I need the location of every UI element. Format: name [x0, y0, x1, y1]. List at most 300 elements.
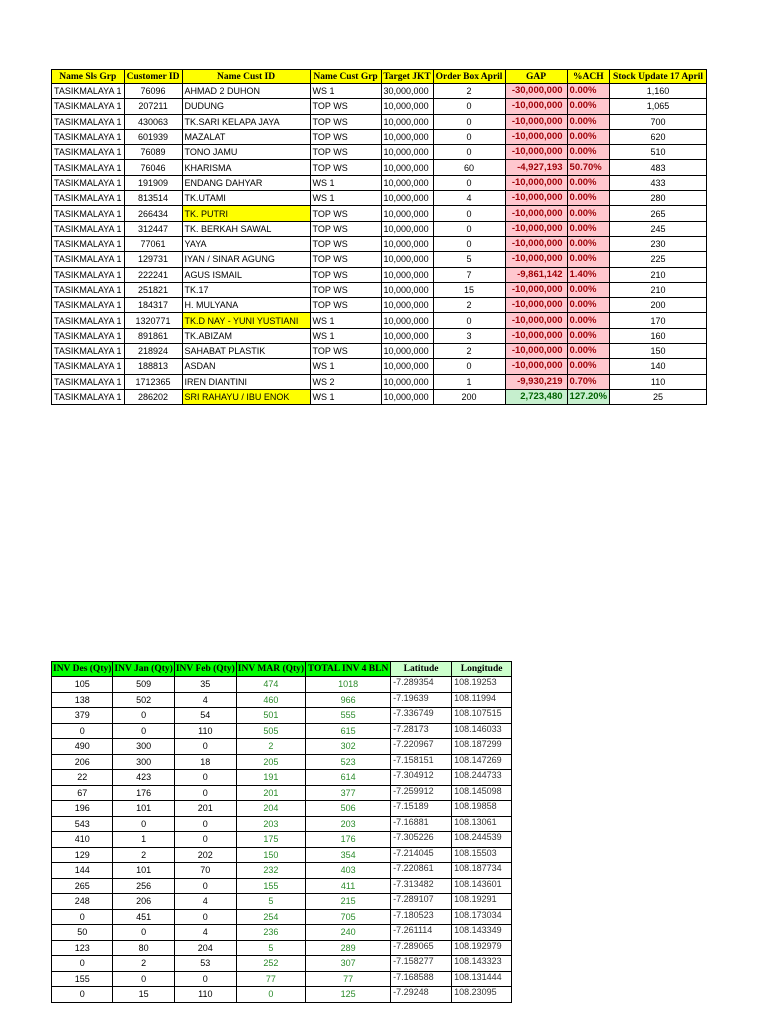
cell-inv-jan[interactable]: 423 — [113, 770, 174, 786]
cell-inv-feb[interactable]: 0 — [174, 878, 236, 894]
header-gap[interactable]: GAP — [505, 70, 567, 84]
cell-cust-name[interactable]: H. MULYANA — [182, 298, 310, 313]
cell-stock[interactable]: 620 — [610, 129, 707, 144]
cell-target[interactable]: 30,000,000 — [381, 84, 433, 99]
cell-order-box[interactable]: 4 — [433, 191, 505, 206]
cell-sls-grp[interactable]: TASIKMALAYA 1 — [52, 221, 125, 236]
cell-inv-des[interactable]: 0 — [52, 723, 113, 739]
cell-stock[interactable]: 265 — [610, 206, 707, 221]
cell-inv-jan[interactable]: 101 — [113, 801, 174, 817]
cell-customer-id[interactable]: 286202 — [124, 389, 182, 404]
cell-longitude[interactable]: 108.147269 — [452, 754, 512, 770]
cell-cust-name[interactable]: SRI RAHAYU / IBU ENOK — [182, 389, 310, 404]
cell-latitude[interactable]: -7.289107 — [391, 894, 452, 910]
header-name-cust-grp[interactable]: Name Cust Grp — [310, 70, 381, 84]
cell-gap[interactable]: -10,000,000 — [505, 99, 567, 114]
cell-inv-jan[interactable]: 256 — [113, 878, 174, 894]
cell-longitude[interactable]: 108.187734 — [452, 863, 512, 879]
cell-customer-id[interactable]: 222241 — [124, 267, 182, 282]
cell-order-box[interactable]: 0 — [433, 175, 505, 190]
cell-cust-grp[interactable]: TOP WS — [310, 145, 381, 160]
cell-total-inv[interactable]: 403 — [306, 863, 391, 879]
cell-stock[interactable]: 25 — [610, 389, 707, 404]
cell-longitude[interactable]: 108.107515 — [452, 708, 512, 724]
cell-total-inv[interactable]: 615 — [306, 723, 391, 739]
cell-sls-grp[interactable]: TASIKMALAYA 1 — [52, 344, 125, 359]
cell-cust-grp[interactable]: TOP WS — [310, 236, 381, 251]
cell-order-box[interactable]: 0 — [433, 206, 505, 221]
cell-inv-des[interactable]: 490 — [52, 739, 113, 755]
cell-longitude[interactable]: 108.15503 — [452, 847, 512, 863]
cell-customer-id[interactable]: 129731 — [124, 252, 182, 267]
cell-cust-grp[interactable]: TOP WS — [310, 129, 381, 144]
cell-stock[interactable]: 170 — [610, 313, 707, 328]
cell-cust-name[interactable]: KHARISMA — [182, 160, 310, 175]
cell-customer-id[interactable]: 188813 — [124, 359, 182, 374]
cell-inv-mar[interactable]: 5 — [236, 940, 305, 956]
cell-inv-feb[interactable]: 0 — [174, 971, 236, 987]
cell-order-box[interactable]: 2 — [433, 344, 505, 359]
cell-order-box[interactable]: 0 — [433, 114, 505, 129]
cell-longitude[interactable]: 108.19253 — [452, 677, 512, 693]
cell-order-box[interactable]: 0 — [433, 99, 505, 114]
cell-inv-mar[interactable]: 236 — [236, 925, 305, 941]
cell-longitude[interactable]: 108.244539 — [452, 832, 512, 848]
cell-cust-grp[interactable]: WS 1 — [310, 328, 381, 343]
cell-inv-mar[interactable]: 2 — [236, 739, 305, 755]
cell-cust-grp[interactable]: TOP WS — [310, 282, 381, 297]
cell-gap[interactable]: -10,000,000 — [505, 129, 567, 144]
cell-target[interactable]: 10,000,000 — [381, 344, 433, 359]
cell-inv-mar[interactable]: 77 — [236, 971, 305, 987]
header-inv-feb[interactable]: INV Feb (Qty) — [174, 662, 236, 677]
cell-gap[interactable]: -10,000,000 — [505, 145, 567, 160]
cell-gap[interactable]: -10,000,000 — [505, 344, 567, 359]
cell-cust-grp[interactable]: WS 1 — [310, 313, 381, 328]
cell-customer-id[interactable]: 184317 — [124, 298, 182, 313]
cell-sls-grp[interactable]: TASIKMALAYA 1 — [52, 313, 125, 328]
cell-inv-mar[interactable]: 203 — [236, 816, 305, 832]
cell-latitude[interactable]: -7.289354 — [391, 677, 452, 693]
cell-customer-id[interactable]: 430063 — [124, 114, 182, 129]
cell-inv-des[interactable]: 67 — [52, 785, 113, 801]
cell-total-inv[interactable]: 203 — [306, 816, 391, 832]
cell-latitude[interactable]: -7.304912 — [391, 770, 452, 786]
cell-cust-name[interactable]: TK.UTAMI — [182, 191, 310, 206]
cell-cust-grp[interactable]: WS 2 — [310, 374, 381, 389]
cell-sls-grp[interactable]: TASIKMALAYA 1 — [52, 298, 125, 313]
cell-inv-feb[interactable]: 4 — [174, 894, 236, 910]
cell-stock[interactable]: 433 — [610, 175, 707, 190]
cell-latitude[interactable]: -7.220967 — [391, 739, 452, 755]
cell-target[interactable]: 10,000,000 — [381, 328, 433, 343]
header-order-box-april[interactable]: Order Box April — [433, 70, 505, 84]
cell-inv-jan[interactable]: 0 — [113, 925, 174, 941]
cell-sls-grp[interactable]: TASIKMALAYA 1 — [52, 175, 125, 190]
cell-ach[interactable]: 0.00% — [567, 191, 610, 206]
cell-gap[interactable]: -10,000,000 — [505, 282, 567, 297]
cell-cust-name[interactable]: MAZALAT — [182, 129, 310, 144]
cell-inv-mar[interactable]: 191 — [236, 770, 305, 786]
cell-longitude[interactable]: 108.244733 — [452, 770, 512, 786]
cell-total-inv[interactable]: 289 — [306, 940, 391, 956]
cell-stock[interactable]: 225 — [610, 252, 707, 267]
cell-sls-grp[interactable]: TASIKMALAYA 1 — [52, 389, 125, 404]
cell-latitude[interactable]: -7.336749 — [391, 708, 452, 724]
cell-customer-id[interactable]: 191909 — [124, 175, 182, 190]
cell-customer-id[interactable]: 266434 — [124, 206, 182, 221]
cell-cust-name[interactable]: ENDANG DAHYAR — [182, 175, 310, 190]
cell-ach[interactable]: 0.70% — [567, 374, 610, 389]
cell-ach[interactable]: 0.00% — [567, 359, 610, 374]
cell-inv-mar[interactable]: 205 — [236, 754, 305, 770]
cell-cust-grp[interactable]: TOP WS — [310, 252, 381, 267]
cell-total-inv[interactable]: 966 — [306, 692, 391, 708]
cell-cust-name[interactable]: TK.SARI KELAPA JAYA — [182, 114, 310, 129]
cell-sls-grp[interactable]: TASIKMALAYA 1 — [52, 206, 125, 221]
cell-inv-mar[interactable]: 204 — [236, 801, 305, 817]
cell-stock[interactable]: 280 — [610, 191, 707, 206]
cell-inv-feb[interactable]: 4 — [174, 925, 236, 941]
cell-sls-grp[interactable]: TASIKMALAYA 1 — [52, 99, 125, 114]
cell-inv-jan[interactable]: 0 — [113, 816, 174, 832]
cell-cust-grp[interactable]: TOP WS — [310, 206, 381, 221]
cell-ach[interactable]: 0.00% — [567, 99, 610, 114]
cell-target[interactable]: 10,000,000 — [381, 313, 433, 328]
cell-inv-des[interactable]: 129 — [52, 847, 113, 863]
cell-inv-des[interactable]: 138 — [52, 692, 113, 708]
cell-inv-des[interactable]: 248 — [52, 894, 113, 910]
cell-inv-feb[interactable]: 35 — [174, 677, 236, 693]
cell-inv-jan[interactable]: 1 — [113, 832, 174, 848]
cell-cust-name[interactable]: TONO JAMU — [182, 145, 310, 160]
cell-latitude[interactable]: -7.168588 — [391, 971, 452, 987]
cell-order-box[interactable]: 1 — [433, 374, 505, 389]
cell-latitude[interactable]: -7.305226 — [391, 832, 452, 848]
cell-inv-des[interactable]: 155 — [52, 971, 113, 987]
cell-latitude[interactable]: -7.28173 — [391, 723, 452, 739]
cell-customer-id[interactable]: 76089 — [124, 145, 182, 160]
cell-total-inv[interactable]: 176 — [306, 832, 391, 848]
cell-total-inv[interactable]: 377 — [306, 785, 391, 801]
cell-inv-mar[interactable]: 155 — [236, 878, 305, 894]
cell-cust-grp[interactable]: TOP WS — [310, 344, 381, 359]
cell-latitude[interactable]: -7.158277 — [391, 956, 452, 972]
cell-ach[interactable]: 0.00% — [567, 114, 610, 129]
cell-cust-name[interactable]: TK. PUTRI — [182, 206, 310, 221]
cell-customer-id[interactable]: 207211 — [124, 99, 182, 114]
cell-longitude[interactable]: 108.143323 — [452, 956, 512, 972]
cell-customer-id[interactable]: 77061 — [124, 236, 182, 251]
cell-customer-id[interactable]: 1320771 — [124, 313, 182, 328]
cell-gap[interactable]: -10,000,000 — [505, 114, 567, 129]
header-total-inv[interactable]: TOTAL INV 4 BLN — [306, 662, 391, 677]
cell-gap[interactable]: -10,000,000 — [505, 206, 567, 221]
cell-sls-grp[interactable]: TASIKMALAYA 1 — [52, 191, 125, 206]
cell-total-inv[interactable]: 614 — [306, 770, 391, 786]
cell-stock[interactable]: 230 — [610, 236, 707, 251]
cell-inv-jan[interactable]: 15 — [113, 987, 174, 1003]
cell-stock[interactable]: 160 — [610, 328, 707, 343]
cell-target[interactable]: 10,000,000 — [381, 267, 433, 282]
cell-customer-id[interactable]: 813514 — [124, 191, 182, 206]
cell-longitude[interactable]: 108.23095 — [452, 987, 512, 1003]
cell-inv-jan[interactable]: 0 — [113, 708, 174, 724]
cell-longitude[interactable]: 108.145098 — [452, 785, 512, 801]
cell-cust-name[interactable]: IREN DIANTINI — [182, 374, 310, 389]
cell-order-box[interactable]: 3 — [433, 328, 505, 343]
cell-sls-grp[interactable]: TASIKMALAYA 1 — [52, 374, 125, 389]
cell-cust-name[interactable]: TK.17 — [182, 282, 310, 297]
cell-stock[interactable]: 700 — [610, 114, 707, 129]
cell-inv-des[interactable]: 543 — [52, 816, 113, 832]
cell-inv-des[interactable]: 144 — [52, 863, 113, 879]
cell-cust-grp[interactable]: WS 1 — [310, 175, 381, 190]
cell-total-inv[interactable]: 307 — [306, 956, 391, 972]
cell-target[interactable]: 10,000,000 — [381, 221, 433, 236]
cell-inv-feb[interactable]: 18 — [174, 754, 236, 770]
cell-target[interactable]: 10,000,000 — [381, 374, 433, 389]
cell-cust-grp[interactable]: WS 1 — [310, 84, 381, 99]
cell-inv-mar[interactable]: 501 — [236, 708, 305, 724]
cell-latitude[interactable]: -7.214045 — [391, 847, 452, 863]
cell-sls-grp[interactable]: TASIKMALAYA 1 — [52, 114, 125, 129]
cell-longitude[interactable]: 108.143349 — [452, 925, 512, 941]
cell-gap[interactable]: -10,000,000 — [505, 328, 567, 343]
cell-latitude[interactable]: -7.29248 — [391, 987, 452, 1003]
cell-longitude[interactable]: 108.131444 — [452, 971, 512, 987]
cell-cust-name[interactable]: AHMAD 2 DUHON — [182, 84, 310, 99]
cell-ach[interactable]: 0.00% — [567, 221, 610, 236]
cell-cust-grp[interactable]: TOP WS — [310, 221, 381, 236]
cell-total-inv[interactable]: 125 — [306, 987, 391, 1003]
cell-gap[interactable]: -10,000,000 — [505, 221, 567, 236]
cell-gap[interactable]: -10,000,000 — [505, 298, 567, 313]
cell-inv-des[interactable]: 196 — [52, 801, 113, 817]
cell-stock[interactable]: 510 — [610, 145, 707, 160]
header-inv-jan[interactable]: INV Jan (Qty) — [113, 662, 174, 677]
cell-longitude[interactable]: 108.19858 — [452, 801, 512, 817]
cell-inv-mar[interactable]: 175 — [236, 832, 305, 848]
cell-latitude[interactable]: -7.220861 — [391, 863, 452, 879]
cell-target[interactable]: 10,000,000 — [381, 282, 433, 297]
cell-inv-jan[interactable]: 0 — [113, 971, 174, 987]
cell-ach[interactable]: 0.00% — [567, 328, 610, 343]
cell-inv-jan[interactable]: 300 — [113, 754, 174, 770]
cell-ach[interactable]: 1.40% — [567, 267, 610, 282]
cell-target[interactable]: 10,000,000 — [381, 175, 433, 190]
cell-inv-des[interactable]: 379 — [52, 708, 113, 724]
cell-target[interactable]: 10,000,000 — [381, 129, 433, 144]
cell-order-box[interactable]: 2 — [433, 298, 505, 313]
cell-customer-id[interactable]: 76046 — [124, 160, 182, 175]
cell-gap[interactable]: -4,927,193 — [505, 160, 567, 175]
cell-target[interactable]: 10,000,000 — [381, 114, 433, 129]
cell-inv-des[interactable]: 410 — [52, 832, 113, 848]
cell-inv-des[interactable]: 206 — [52, 754, 113, 770]
cell-target[interactable]: 10,000,000 — [381, 145, 433, 160]
cell-order-box[interactable]: 15 — [433, 282, 505, 297]
cell-latitude[interactable]: -7.261114 — [391, 925, 452, 941]
cell-stock[interactable]: 1,160 — [610, 84, 707, 99]
cell-longitude[interactable]: 108.19291 — [452, 894, 512, 910]
cell-target[interactable]: 10,000,000 — [381, 191, 433, 206]
cell-inv-mar[interactable]: 505 — [236, 723, 305, 739]
cell-inv-feb[interactable]: 70 — [174, 863, 236, 879]
cell-target[interactable]: 10,000,000 — [381, 359, 433, 374]
cell-stock[interactable]: 200 — [610, 298, 707, 313]
cell-gap[interactable]: -30,000,000 — [505, 84, 567, 99]
cell-gap[interactable]: -10,000,000 — [505, 191, 567, 206]
cell-inv-feb[interactable]: 53 — [174, 956, 236, 972]
cell-cust-name[interactable]: DUDUNG — [182, 99, 310, 114]
cell-ach[interactable]: 0.00% — [567, 252, 610, 267]
cell-inv-jan[interactable]: 451 — [113, 909, 174, 925]
cell-latitude[interactable]: -7.19639 — [391, 692, 452, 708]
cell-sls-grp[interactable]: TASIKMALAYA 1 — [52, 145, 125, 160]
cell-latitude[interactable]: -7.289065 — [391, 940, 452, 956]
cell-total-inv[interactable]: 215 — [306, 894, 391, 910]
cell-stock[interactable]: 483 — [610, 160, 707, 175]
cell-sls-grp[interactable]: TASIKMALAYA 1 — [52, 252, 125, 267]
cell-inv-feb[interactable]: 0 — [174, 832, 236, 848]
cell-order-box[interactable]: 5 — [433, 252, 505, 267]
cell-inv-feb[interactable]: 54 — [174, 708, 236, 724]
cell-inv-feb[interactable]: 202 — [174, 847, 236, 863]
cell-sls-grp[interactable]: TASIKMALAYA 1 — [52, 84, 125, 99]
header-stock-update[interactable]: Stock Update 17 April — [610, 70, 707, 84]
cell-cust-name[interactable]: AGUS ISMAIL — [182, 267, 310, 282]
cell-inv-mar[interactable]: 150 — [236, 847, 305, 863]
cell-sls-grp[interactable]: TASIKMALAYA 1 — [52, 359, 125, 374]
cell-cust-name[interactable]: IYAN / SINAR AGUNG — [182, 252, 310, 267]
cell-inv-feb[interactable]: 0 — [174, 770, 236, 786]
cell-target[interactable]: 10,000,000 — [381, 298, 433, 313]
cell-cust-name[interactable]: SAHABAT PLASTIK — [182, 344, 310, 359]
cell-cust-name[interactable]: ASDAN — [182, 359, 310, 374]
cell-longitude[interactable]: 108.173034 — [452, 909, 512, 925]
cell-stock[interactable]: 210 — [610, 282, 707, 297]
cell-cust-name[interactable]: TK.D NAY - YUNI YUSTIANI — [182, 313, 310, 328]
cell-stock[interactable]: 110 — [610, 374, 707, 389]
cell-inv-jan[interactable]: 0 — [113, 723, 174, 739]
cell-target[interactable]: 10,000,000 — [381, 252, 433, 267]
cell-total-inv[interactable]: 555 — [306, 708, 391, 724]
cell-cust-grp[interactable]: TOP WS — [310, 298, 381, 313]
header-name-cust-id[interactable]: Name Cust ID — [182, 70, 310, 84]
cell-total-inv[interactable]: 240 — [306, 925, 391, 941]
cell-ach[interactable]: 0.00% — [567, 129, 610, 144]
cell-inv-des[interactable]: 50 — [52, 925, 113, 941]
cell-latitude[interactable]: -7.16881 — [391, 816, 452, 832]
cell-ach[interactable]: 0.00% — [567, 175, 610, 190]
cell-gap[interactable]: -10,000,000 — [505, 359, 567, 374]
cell-gap[interactable]: 2,723,480 — [505, 389, 567, 404]
cell-inv-jan[interactable]: 80 — [113, 940, 174, 956]
header-inv-des[interactable]: INV Des (Qty) — [52, 662, 113, 677]
cell-inv-jan[interactable]: 2 — [113, 956, 174, 972]
cell-sls-grp[interactable]: TASIKMALAYA 1 — [52, 160, 125, 175]
cell-inv-mar[interactable]: 232 — [236, 863, 305, 879]
cell-customer-id[interactable]: 312447 — [124, 221, 182, 236]
cell-gap[interactable]: -9,861,142 — [505, 267, 567, 282]
cell-longitude[interactable]: 108.192979 — [452, 940, 512, 956]
cell-latitude[interactable]: -7.259912 — [391, 785, 452, 801]
cell-order-box[interactable]: 0 — [433, 129, 505, 144]
header-latitude[interactable]: Latitude — [391, 662, 452, 677]
cell-gap[interactable]: -10,000,000 — [505, 175, 567, 190]
cell-customer-id[interactable]: 891861 — [124, 328, 182, 343]
cell-inv-jan[interactable]: 502 — [113, 692, 174, 708]
cell-gap[interactable]: -9,930,219 — [505, 374, 567, 389]
cell-target[interactable]: 10,000,000 — [381, 160, 433, 175]
cell-customer-id[interactable]: 218924 — [124, 344, 182, 359]
cell-order-box[interactable]: 200 — [433, 389, 505, 404]
header-inv-mar[interactable]: INV MAR (Qty) — [236, 662, 305, 677]
cell-order-box[interactable]: 60 — [433, 160, 505, 175]
cell-inv-des[interactable]: 105 — [52, 677, 113, 693]
cell-stock[interactable]: 140 — [610, 359, 707, 374]
cell-ach[interactable]: 50.70% — [567, 160, 610, 175]
cell-cust-grp[interactable]: WS 1 — [310, 359, 381, 374]
cell-stock[interactable]: 1,065 — [610, 99, 707, 114]
cell-ach[interactable]: 127.20% — [567, 389, 610, 404]
cell-inv-feb[interactable]: 110 — [174, 987, 236, 1003]
cell-cust-name[interactable]: YAYA — [182, 236, 310, 251]
cell-inv-jan[interactable]: 101 — [113, 863, 174, 879]
cell-cust-name[interactable]: TK. BERKAH SAWAL — [182, 221, 310, 236]
header-ach[interactable]: %ACH — [567, 70, 610, 84]
cell-inv-mar[interactable]: 0 — [236, 987, 305, 1003]
cell-total-inv[interactable]: 302 — [306, 739, 391, 755]
cell-stock[interactable]: 210 — [610, 267, 707, 282]
cell-cust-grp[interactable]: TOP WS — [310, 99, 381, 114]
cell-stock[interactable]: 245 — [610, 221, 707, 236]
cell-longitude[interactable]: 108.146033 — [452, 723, 512, 739]
cell-ach[interactable]: 0.00% — [567, 145, 610, 160]
cell-latitude[interactable]: -7.15189 — [391, 801, 452, 817]
cell-inv-feb[interactable]: 204 — [174, 940, 236, 956]
cell-inv-des[interactable]: 265 — [52, 878, 113, 894]
cell-inv-jan[interactable]: 509 — [113, 677, 174, 693]
cell-order-box[interactable]: 0 — [433, 221, 505, 236]
cell-order-box[interactable]: 0 — [433, 145, 505, 160]
cell-inv-mar[interactable]: 252 — [236, 956, 305, 972]
cell-sls-grp[interactable]: TASIKMALAYA 1 — [52, 328, 125, 343]
cell-customer-id[interactable]: 601939 — [124, 129, 182, 144]
header-target-jkt[interactable]: Target JKT — [381, 70, 433, 84]
cell-inv-jan[interactable]: 2 — [113, 847, 174, 863]
cell-target[interactable]: 10,000,000 — [381, 99, 433, 114]
header-name-sls-grp[interactable]: Name Sls Grp — [52, 70, 125, 84]
cell-total-inv[interactable]: 506 — [306, 801, 391, 817]
cell-longitude[interactable]: 108.11994 — [452, 692, 512, 708]
cell-cust-grp[interactable]: WS 1 — [310, 191, 381, 206]
cell-latitude[interactable]: -7.313482 — [391, 878, 452, 894]
cell-gap[interactable]: -10,000,000 — [505, 236, 567, 251]
cell-inv-mar[interactable]: 474 — [236, 677, 305, 693]
cell-latitude[interactable]: -7.158151 — [391, 754, 452, 770]
cell-ach[interactable]: 0.00% — [567, 313, 610, 328]
cell-latitude[interactable]: -7.180523 — [391, 909, 452, 925]
cell-customer-id[interactable]: 76096 — [124, 84, 182, 99]
cell-cust-grp[interactable]: TOP WS — [310, 114, 381, 129]
cell-stock[interactable]: 150 — [610, 344, 707, 359]
cell-inv-mar[interactable]: 5 — [236, 894, 305, 910]
cell-total-inv[interactable]: 411 — [306, 878, 391, 894]
cell-inv-jan[interactable]: 176 — [113, 785, 174, 801]
cell-inv-mar[interactable]: 460 — [236, 692, 305, 708]
